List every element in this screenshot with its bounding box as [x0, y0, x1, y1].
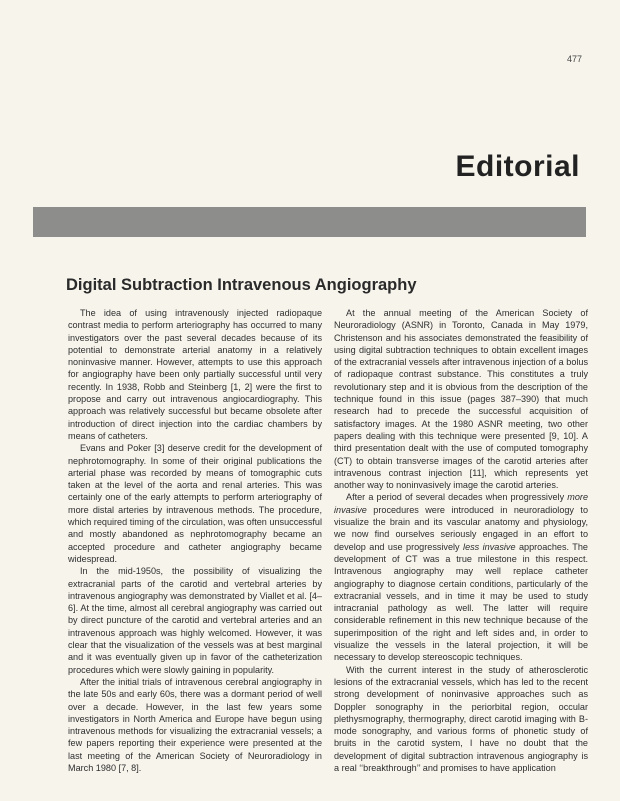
body-paragraph: [68, 307, 322, 442]
left-column: [68, 307, 322, 774]
header-divider-band: [33, 207, 586, 237]
body-paragraph: [334, 491, 588, 663]
body-paragraph: [334, 664, 588, 775]
body-paragraph: [334, 307, 588, 491]
paragraph-text: approaches. The development of CT was a true milestone in this respect. Intravenous angiography may well replace catheter angiography to diagnose certain conditions, particularly of the extracranial vessels, and in time it may be used to study intracranial pathology as well. The latter will require considerable refinement in this new technique because of the superimposition of the right and left sides and, in order to visualize the vessels in the lateral projection, it will be necessary to develop stereoscopic techniques.: [334, 541, 588, 663]
body-paragraph: [68, 565, 322, 676]
paragraph-text: The idea of using intravenously injected radiopaque contrast media to perform arteriography has occurred to many investigators over the past several decades because of its potential to demonstrate arterial anatomy in a relatively noninvasive manner. However, attempts to use this approach for angiography have been only partially successful until very recently. In 1938, Robb and Steinberg [1, 2] were the first to propose and carry out intravenous angiocardiography. This approach was relatively successful but became obsolete after introduction of direct injection into the cardiac chambers by means of catheters.: [68, 308, 322, 441]
paragraph-text: After a period of several decades when progressively: [346, 492, 568, 503]
paragraph-text: procedures were introduced in neuroradiology to visualize the brain and its vascular anatomy and physiology, we now find ourselves seriously engaged in an effort to develop and use progressively: [334, 504, 588, 552]
section-heading: Editorial: [455, 150, 580, 183]
paragraph-text: After the initial trials of intravenous cerebral angiography in the late 50s and early 60s, there was a dormant period of well over a decade. However, in the last few years some investigators in North America and Europe have begun using intravenous methods for visualizing the extracranial vessels; a few papers reporting their experience were presented at the last meeting of the American Society of Neuroradiology in March 1980 [7, 8].: [68, 676, 322, 773]
right-column: [334, 307, 588, 774]
paragraph-text: Evans and Poker [3] deserve credit for the development of nephrotomography. In some of their original publications the arterial phase was recorded by means of tomographic cuts taken at the level of the aorta and renal arteries. This was certainly one of the early attempts to perform arteriography of more distal arteries by intravenous methods. The procedure, which required timing of the circulation, was often unsuccessful and mostly abandoned as nephrotomography became an accepted procedure and catheter angiography became widespread.: [68, 443, 322, 564]
body-paragraph: [68, 442, 322, 565]
paragraph-text: In the mid-1950s, the possibility of visualizing the extracranial parts of the carotid and vertebral arteries by intravenous angiography was demonstrated by Viallet et al. [4–6]. At the time, almost all cerebral angiography was carried out by direct puncture of the carotid and vertebral arteries and an intravenous approach was highly welcomed. However, it was clear that the visualization of the vessels was at best marginal and it was eventually given up in favor of the catheterization procedures which were slowly gaining in popularity.: [68, 566, 322, 675]
paragraph-text: With the current interest in the study of atherosclerotic lesions of the extracranial vessels, which has led to the recent strong development of noninvasive approaches such as Doppler sonography in the periorbital region, occular plethysmography, thermography, direct carotid imaging with B-mode sonography, and various forms of phonetic study of bruits in the carotid system, I have no doubt that the development of digital subtraction intravenous angiography is a real ‘‘breakthrough’’ and promises to have application: [334, 664, 588, 773]
page-number: 477: [566, 54, 582, 64]
emphasis-text: less invasive: [463, 541, 516, 552]
emphasis-text: more invasive: [334, 492, 588, 515]
body-paragraph: [68, 676, 322, 774]
paragraph-text: At the annual meeting of the American Society of Neuroradiology (ASNR) in Toronto, Canada in May 1979, Christenson and his associates demonstrated the feasibility of using digital subtraction techniques to obtain excellent images of the extracranial vessels after intravenous injection of a bolus of radiopaque contrast substance. This constitutes a truly revolutionary step and it is obvious from the description of the technique found in this issue (pages 387–390) that much research had to precede the successful acquisition of satisfactory images. At the 1980 ASNR meeting, two other papers dealing with this technique were presented [9, 10]. A third presentation dealt with the use of computed tomography (CT) to obtain transverse images of the carotid arteries after intravenous contrast injection [11], which represents yet another way to noninvasively image the carotid arteries.: [334, 308, 588, 491]
article-title: Digital Subtraction Intravenous Angiography: [66, 276, 417, 294]
